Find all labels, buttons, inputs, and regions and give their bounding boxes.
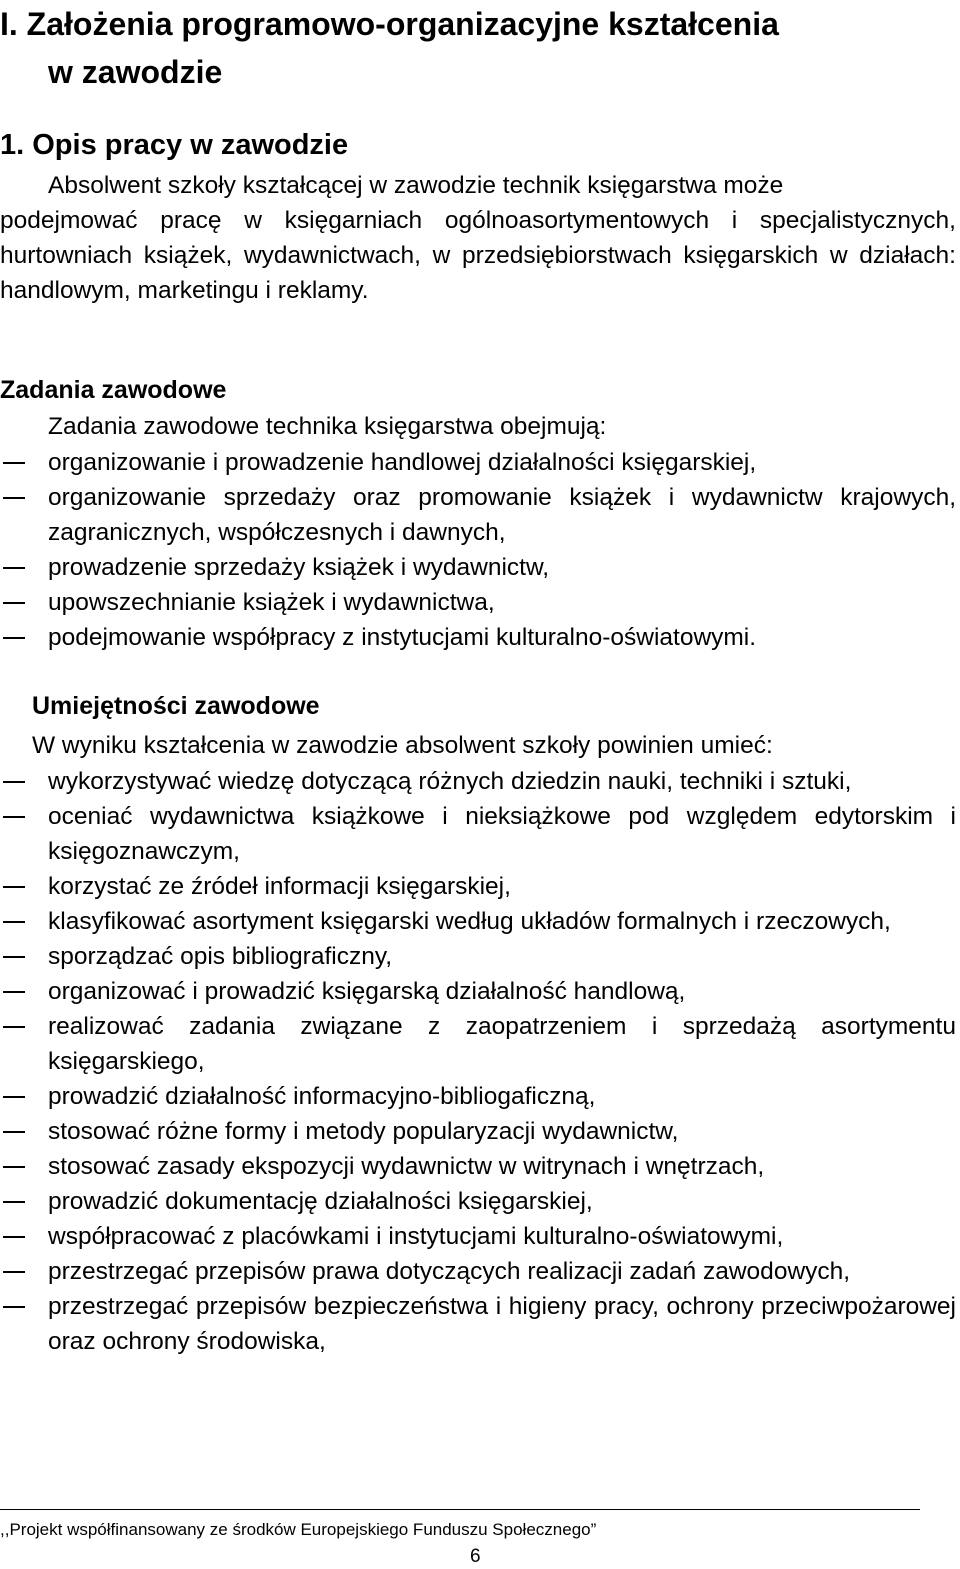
list-item-text: przestrzegać przepisów prawa dotyczących realizacji zadań zawodowych, — [48, 1258, 851, 1285]
list-item-text: organizowanie i prowadzenie handlowej działalności księgarskiej, — [48, 449, 757, 476]
dash-bullet-icon — [3, 816, 25, 818]
dash-bullet-icon — [3, 921, 25, 923]
list-item-text: klasyfikować asortyment księgarski według układów formalnych i rzeczowych, — [48, 908, 891, 935]
footer-divider — [0, 1509, 920, 1510]
dash-bullet-icon — [3, 567, 25, 569]
dash-bullet-icon — [3, 1166, 25, 1168]
dash-bullet-icon — [3, 1131, 25, 1133]
skills-heading: Umiejętności zawodowe — [32, 692, 320, 720]
list-item — [0, 904, 956, 939]
list-item — [0, 620, 956, 655]
dash-bullet-icon — [3, 1096, 25, 1098]
list-item — [0, 1254, 956, 1289]
dash-bullet-icon — [3, 1201, 25, 1203]
tasks-list — [0, 445, 956, 655]
list-item-text: sporządzać opis bibliograficzny, — [48, 943, 393, 970]
list-item-text: organizować i prowadzić księgarską działalność handlową, — [48, 978, 686, 1005]
list-item — [0, 1149, 956, 1184]
list-item — [0, 1009, 956, 1079]
tasks-heading: Zadania zawodowe — [0, 376, 227, 404]
list-item — [0, 799, 956, 869]
list-item — [0, 1219, 956, 1254]
skills-lead: W wyniku kształcenia w zawodzie absolwent szkoły powinien umieć: — [32, 732, 773, 759]
list-item — [0, 939, 956, 974]
list-item — [0, 1289, 956, 1359]
dash-bullet-icon — [3, 781, 25, 783]
list-item — [0, 1184, 956, 1219]
list-item-text: przestrzegać przepisów bezpieczeństwa i higieny pracy, ochrony przeciwpożarowej oraz ochrony środowiska, — [48, 1293, 956, 1355]
dash-bullet-icon — [3, 1271, 25, 1273]
dash-bullet-icon — [3, 462, 25, 464]
dash-bullet-icon — [3, 1306, 25, 1308]
list-item — [0, 585, 956, 620]
dash-bullet-icon — [3, 497, 25, 499]
list-item — [0, 869, 956, 904]
list-item — [0, 764, 956, 799]
list-item-text: stosować zasady ekspozycji wydawnictw w witrynach i wnętrzach, — [48, 1153, 765, 1180]
list-item-text: prowadzić dokumentację działalności księgarskiej, — [48, 1188, 593, 1215]
intro-paragraph — [0, 168, 956, 308]
skills-list — [0, 764, 956, 1359]
list-item-text: podejmowanie współpracy z instytucjami kulturalno-oświatowymi. — [48, 624, 757, 651]
list-item-text: organizowanie sprzedaży oraz promowanie książek i wydawnictw krajowych, zagranicznych, współczesnych i dawnych, — [48, 484, 956, 546]
dash-bullet-icon — [3, 637, 25, 639]
list-item — [0, 480, 956, 550]
page-number: 6 — [470, 1546, 481, 1567]
dash-bullet-icon — [3, 956, 25, 958]
list-item-text: stosować różne formy i metody popularyzacji wydawnictw, — [48, 1118, 679, 1145]
dash-bullet-icon — [3, 991, 25, 993]
list-item-text: upowszechnianie książek i wydawnictwa, — [48, 589, 495, 616]
list-item — [0, 445, 956, 480]
dash-bullet-icon — [3, 1236, 25, 1238]
list-item — [0, 1079, 956, 1114]
list-item — [0, 1114, 956, 1149]
dash-bullet-icon — [3, 1026, 25, 1028]
list-item-text: realizować zadania związane z zaopatrzeniem i sprzedażą asortymentu księgarskiego, — [48, 1013, 956, 1075]
intro-rest: podejmować pracę w księgarniach ogólnoasortymentowych i specjalistycznych, hurtowniach książek, wydawnictwach, w przedsiębiorstwach księgarskich w działach: handlowym, marketingu i reklamy. — [0, 207, 956, 304]
tasks-lead: Zadania zawodowe technika księgarstwa obejmują: — [48, 413, 607, 440]
chapter-title-line-1: I. Założenia programowo-organizacyjne kształcenia — [0, 6, 779, 42]
list-item-text: korzystać ze źródeł informacji księgarskiej, — [48, 873, 511, 900]
list-item-text: prowadzić działalność informacyjno-bibliogaficzną, — [48, 1083, 596, 1110]
list-item-text: oceniać wydawnictwa książkowe i nieksiążkowe pod względem edytorskim i księgoznawczym, — [48, 803, 956, 865]
chapter-title — [0, 0, 779, 96]
list-item-text: współpracować z placówkami i instytucjami kulturalno-oświatowymi, — [48, 1223, 784, 1250]
section-title: 1. Opis pracy w zawodzie — [0, 129, 349, 161]
list-item — [0, 550, 956, 585]
list-item-text: prowadzenie sprzedaży książek i wydawnictw, — [48, 554, 550, 581]
list-item — [0, 974, 956, 1009]
dash-bullet-icon — [3, 886, 25, 888]
footer-note: ,,Projekt współfinansowany ze środków Europejskiego Funduszu Społecznego” — [0, 1520, 597, 1539]
list-item-text: wykorzystywać wiedzę dotyczącą różnych dziedzin nauki, techniki i sztuki, — [48, 768, 852, 795]
intro-first-line: Absolwent szkoły kształcącej w zawodzie technik księgarstwa może — [48, 172, 784, 199]
chapter-title-line-2: w zawodzie — [48, 54, 223, 90]
dash-bullet-icon — [3, 602, 25, 604]
